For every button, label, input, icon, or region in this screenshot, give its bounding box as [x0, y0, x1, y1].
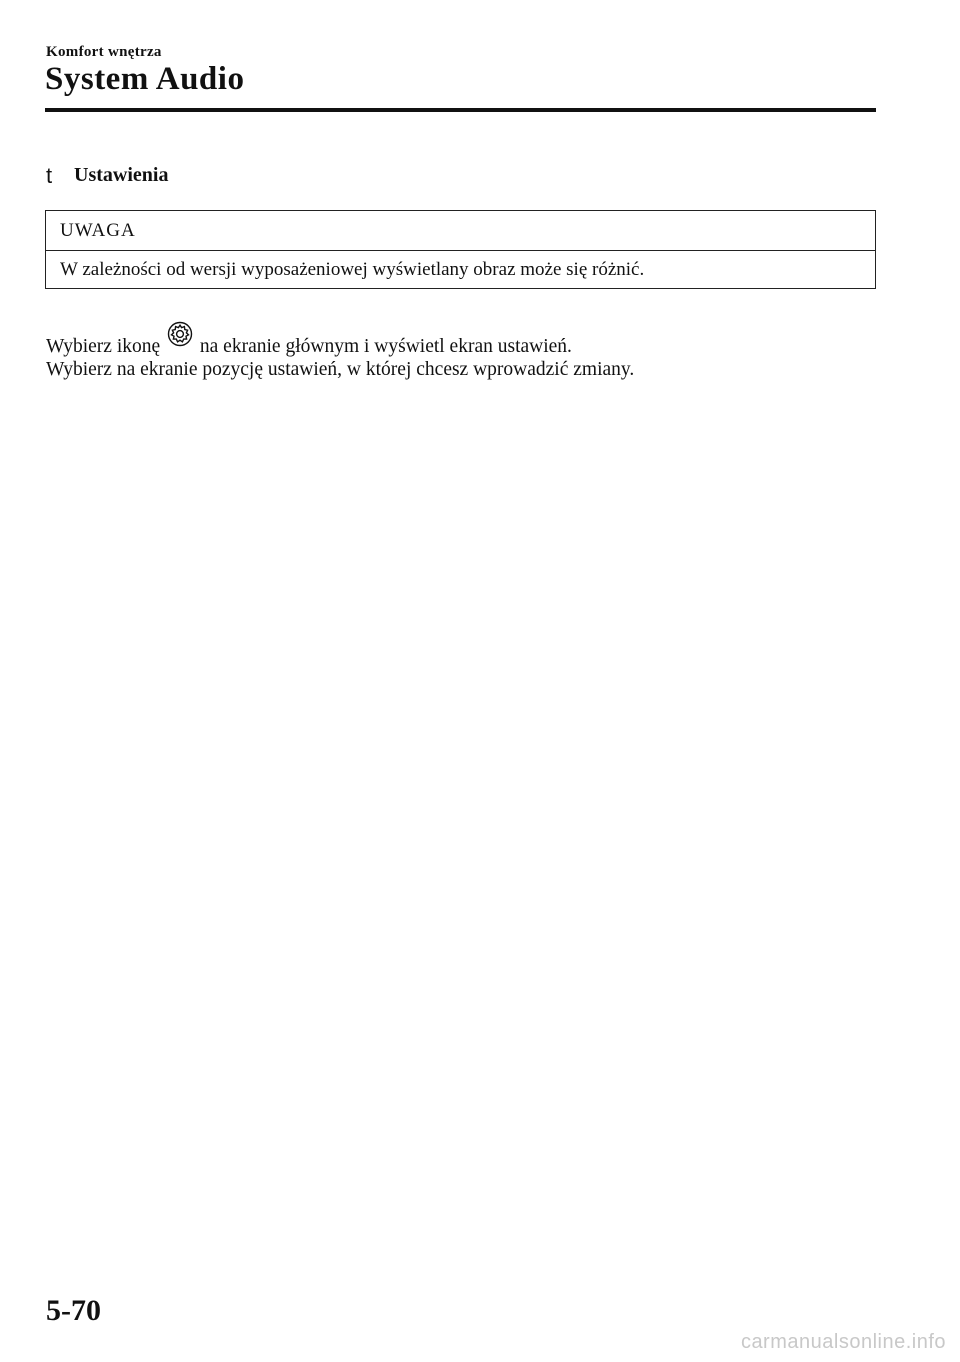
instruction-line-2: Wybierz na ekranie pozycję ustawień, w której chcesz wprowadzić zmiany. — [46, 359, 635, 380]
note-heading: UWAGA — [46, 211, 875, 251]
page-number: 5-70 — [46, 1294, 101, 1327]
note-text: W zależności od wersji wyposażeniowej wyświetlany obraz może się różnić. — [60, 259, 645, 280]
section-title: Ustawienia — [74, 164, 169, 186]
section-heading — [46, 164, 168, 187]
page-title: System Audio — [45, 61, 245, 97]
watermark: carmanualsonline.info — [740, 1331, 946, 1353]
note-box — [45, 210, 876, 289]
instruction-line-1 — [46, 330, 572, 359]
section-marker: t — [46, 162, 53, 188]
instruction-text-before-icon: Wybierz ikonę — [46, 336, 161, 357]
instruction-text-after-icon: na ekranie głównym i wyświetl ekran ustawień. — [199, 336, 572, 357]
settings-gear-icon — [167, 321, 193, 347]
title-divider — [45, 108, 876, 112]
chapter-label: Komfort wnętrza — [46, 44, 162, 60]
